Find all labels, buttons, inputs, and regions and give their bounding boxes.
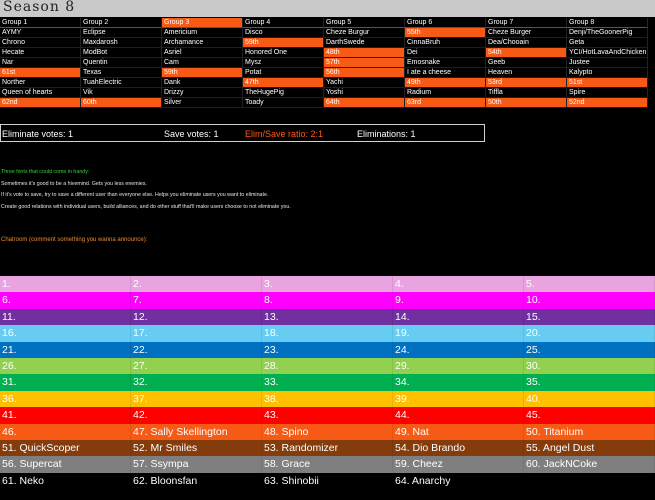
group-cell: 59th (162, 68, 243, 78)
group-cell: Archamance (162, 38, 243, 48)
ranking-cell: 42. (131, 407, 262, 423)
group-header: Group 8 (567, 18, 648, 28)
ranking-cell: 8. (262, 292, 393, 308)
ranking-cell: 25. (524, 342, 655, 358)
ranking-row (0, 342, 655, 358)
ranking-cell: 31. (0, 374, 131, 390)
group-cell: Denji/TheGoonerPig (567, 28, 648, 38)
group-cell: Dank (162, 78, 243, 88)
group-cell: TheHugePig (243, 88, 324, 98)
group-cell: Nar (0, 58, 81, 68)
ranking-cell: 37. (131, 391, 262, 407)
group-cell: 47th (243, 78, 324, 88)
ranking-cell: 60. JackNCoke (524, 456, 655, 472)
group-cell: Hecate (0, 48, 81, 58)
group-cell: 59th (243, 38, 324, 48)
ranking-cell: 43. (262, 407, 393, 423)
ranking-cell: 35. (524, 374, 655, 390)
ranking-cell: 54. Dio Brando (393, 440, 524, 456)
ranking-cell: 17. (131, 325, 262, 341)
ranking-grid (0, 276, 655, 489)
group-cell: Dei (405, 48, 486, 58)
group-cell: Norther (0, 78, 81, 88)
group-cell: 53rd (486, 78, 567, 88)
ranking-cell: 63. Shinobii (262, 473, 393, 489)
ranking-cell: 10. (524, 292, 655, 308)
ranking-row (0, 424, 655, 440)
ranking-cell: 11. (0, 309, 131, 325)
group-header: Group 3 (162, 18, 243, 28)
ranking-cell: 55. Angel Dust (524, 440, 655, 456)
votes-bar (0, 124, 485, 142)
ranking-row (0, 407, 655, 423)
group-cell: Cheze Burger (486, 28, 567, 38)
ranking-cell: 48. Spino (262, 424, 393, 440)
group-header: Group 6 (405, 18, 486, 28)
group-header: Group 4 (243, 18, 324, 28)
ranking-cell: 20. (524, 325, 655, 341)
ranking-cell: 38. (262, 391, 393, 407)
ranking-cell (524, 473, 655, 489)
group-cell: 50th (486, 98, 567, 108)
ranking-cell: 47. Sally Skellington (131, 424, 262, 440)
group-cell: Vik (81, 88, 162, 98)
ranking-cell: 5. (524, 276, 655, 292)
group-cell: TuahElectric (81, 78, 162, 88)
group-cell: AYMY (0, 28, 81, 38)
group-cell: 57th (324, 58, 405, 68)
group-cell: I ate a cheese (405, 68, 486, 78)
hint-line: Create good relations with individual users, build alliances, and do other stuff that'll make users choose to not eliminate you. (1, 203, 291, 210)
save-votes: Save votes: 1 (164, 129, 219, 139)
ranking-cell: 49. Nat (393, 424, 524, 440)
ranking-row (0, 325, 655, 341)
group-cell: 60th (81, 98, 162, 108)
group-cell: Chrono (0, 38, 81, 48)
ranking-row (0, 358, 655, 374)
group-cell: Drizzy (162, 88, 243, 98)
ranking-cell: 45. (524, 407, 655, 423)
ranking-cell: 27. (131, 358, 262, 374)
ranking-cell: 19. (393, 325, 524, 341)
group-cell: Yachi (324, 78, 405, 88)
group-cell: Eclipse (81, 28, 162, 38)
hint-line: Sometimes it's good to be a hivemind. Gets you less enemies. (1, 180, 147, 187)
elim-save-ratio: Elim/Save ratio: 2:1 (245, 129, 324, 139)
ranking-cell: 56. Supercat (0, 456, 131, 472)
ranking-row (0, 276, 655, 292)
ranking-cell: 53. Randomizer (262, 440, 393, 456)
ranking-cell: 59. Cheez (393, 456, 524, 472)
group-cell: Kalypto (567, 68, 648, 78)
hint-line: If it's vote to save, try to save a different user than everyone else. Helps you eliminate users you want to eliminate. (1, 192, 269, 198)
hints-section (1, 167, 291, 213)
ranking-cell: 44. (393, 407, 524, 423)
group-cell: Heaven (486, 68, 567, 78)
group-cell: Potat (243, 68, 324, 78)
ranking-cell: 28. (262, 358, 393, 374)
ranking-row (0, 473, 655, 489)
ranking-cell: 15. (524, 309, 655, 325)
group-header: Group 2 (81, 18, 162, 28)
title-bar (0, 0, 655, 17)
group-cell: Yoshi (324, 88, 405, 98)
group-cell: Cheze Burgur (324, 28, 405, 38)
ranking-cell: 23. (262, 342, 393, 358)
group-cell: 48th (324, 48, 405, 58)
ranking-cell: 2. (131, 276, 262, 292)
ranking-row (0, 309, 655, 325)
group-cell: 49th (405, 78, 486, 88)
eliminations-count: Eliminations: 1 (357, 129, 416, 139)
ranking-cell: 18. (262, 325, 393, 341)
ranking-cell: 39. (393, 391, 524, 407)
ranking-row (0, 391, 655, 407)
ranking-cell: 62. Bloonsfan (131, 473, 262, 489)
group-cell: Cam (162, 58, 243, 68)
ranking-cell: 9. (393, 292, 524, 308)
hints-title: Three hints that could come in handy: (1, 169, 90, 175)
group-cell: Queen of hearts (0, 88, 81, 98)
group-cell: 64th (324, 98, 405, 108)
ranking-cell: 7. (131, 292, 262, 308)
group-cell: 61st (0, 68, 81, 78)
group-cell: 54th (486, 48, 567, 58)
group-cell: Silver (162, 98, 243, 108)
ranking-cell: 24. (393, 342, 524, 358)
group-header: Group 1 (0, 18, 81, 28)
group-header: Group 5 (324, 18, 405, 28)
group-cell: Geeb (486, 58, 567, 68)
groups-table (0, 18, 648, 108)
ranking-cell: 30. (524, 358, 655, 374)
page-title: Season 8 (3, 0, 76, 15)
group-cell: CinnaBruh (405, 38, 486, 48)
group-cell: Justee (567, 58, 648, 68)
ranking-cell: 36. (0, 391, 131, 407)
group-cell: YCI/HotLavaAndChicken (569, 49, 647, 56)
group-cell: Emosnake (405, 58, 486, 68)
ranking-row (0, 440, 655, 456)
ranking-cell: 64. Anarchy (393, 473, 524, 489)
eliminate-votes: Eliminate votes: 1 (2, 129, 74, 139)
ranking-cell: 34. (393, 374, 524, 390)
ranking-cell: 14. (393, 309, 524, 325)
group-cell: Texas (81, 68, 162, 78)
ranking-row (0, 292, 655, 308)
ranking-cell: 4. (393, 276, 524, 292)
ranking-cell: 33. (262, 374, 393, 390)
ranking-cell: 12. (131, 309, 262, 325)
ranking-cell: 32. (131, 374, 262, 390)
ranking-cell: 21. (0, 342, 131, 358)
group-cell: 62nd (0, 98, 81, 108)
ranking-cell: 1. (0, 276, 131, 292)
chatroom-label: Chatroom (comment something you wanna announce): (1, 237, 148, 243)
group-cell: 55th (405, 28, 486, 38)
ranking-cell: 51. QuickScoper (0, 440, 131, 456)
group-cell: Dea/Chooain (486, 38, 567, 48)
group-cell: 56th (324, 68, 405, 78)
group-cell: Toady (243, 98, 324, 108)
group-cell: Disco (243, 28, 324, 38)
group-cell: Geta (567, 38, 648, 48)
ranking-cell: 29. (393, 358, 524, 374)
group-cell: DarthSwede (324, 38, 405, 48)
ranking-cell: 41. (0, 407, 131, 423)
ranking-cell: 16. (0, 325, 131, 341)
group-cell: Radium (405, 88, 486, 98)
ranking-cell: 61. Neko (0, 473, 131, 489)
ranking-cell: 40. (524, 391, 655, 407)
ranking-cell: 22. (131, 342, 262, 358)
ranking-cell: 58. Grace (262, 456, 393, 472)
ranking-cell: 52. Mr Smiles (131, 440, 262, 456)
group-cell: Tiffla (486, 88, 567, 98)
group-cell: Asriel (162, 48, 243, 58)
group-cell: 52nd (567, 98, 648, 108)
group-header: Group 7 (486, 18, 567, 28)
ranking-cell: 26. (0, 358, 131, 374)
group-cell: Americium (162, 28, 243, 38)
group-cell: Honored One (243, 48, 324, 58)
group-cell: Maxdarosh (81, 38, 162, 48)
ranking-cell: 46. (0, 424, 131, 440)
ranking-cell: 57. Ssympa (131, 456, 262, 472)
group-cell: 51st (567, 78, 648, 88)
group-cell: ModBot (81, 48, 162, 58)
group-cell: 63rd (405, 98, 486, 108)
ranking-cell: 6. (0, 292, 131, 308)
ranking-row (0, 456, 655, 472)
group-cell: Spire (567, 88, 648, 98)
group-cell: Mysz (243, 58, 324, 68)
ranking-cell: 13. (262, 309, 393, 325)
ranking-row (0, 374, 655, 390)
ranking-cell: 50. Titanium (524, 424, 655, 440)
ranking-cell: 3. (262, 276, 393, 292)
group-cell: Quentin (81, 58, 162, 68)
